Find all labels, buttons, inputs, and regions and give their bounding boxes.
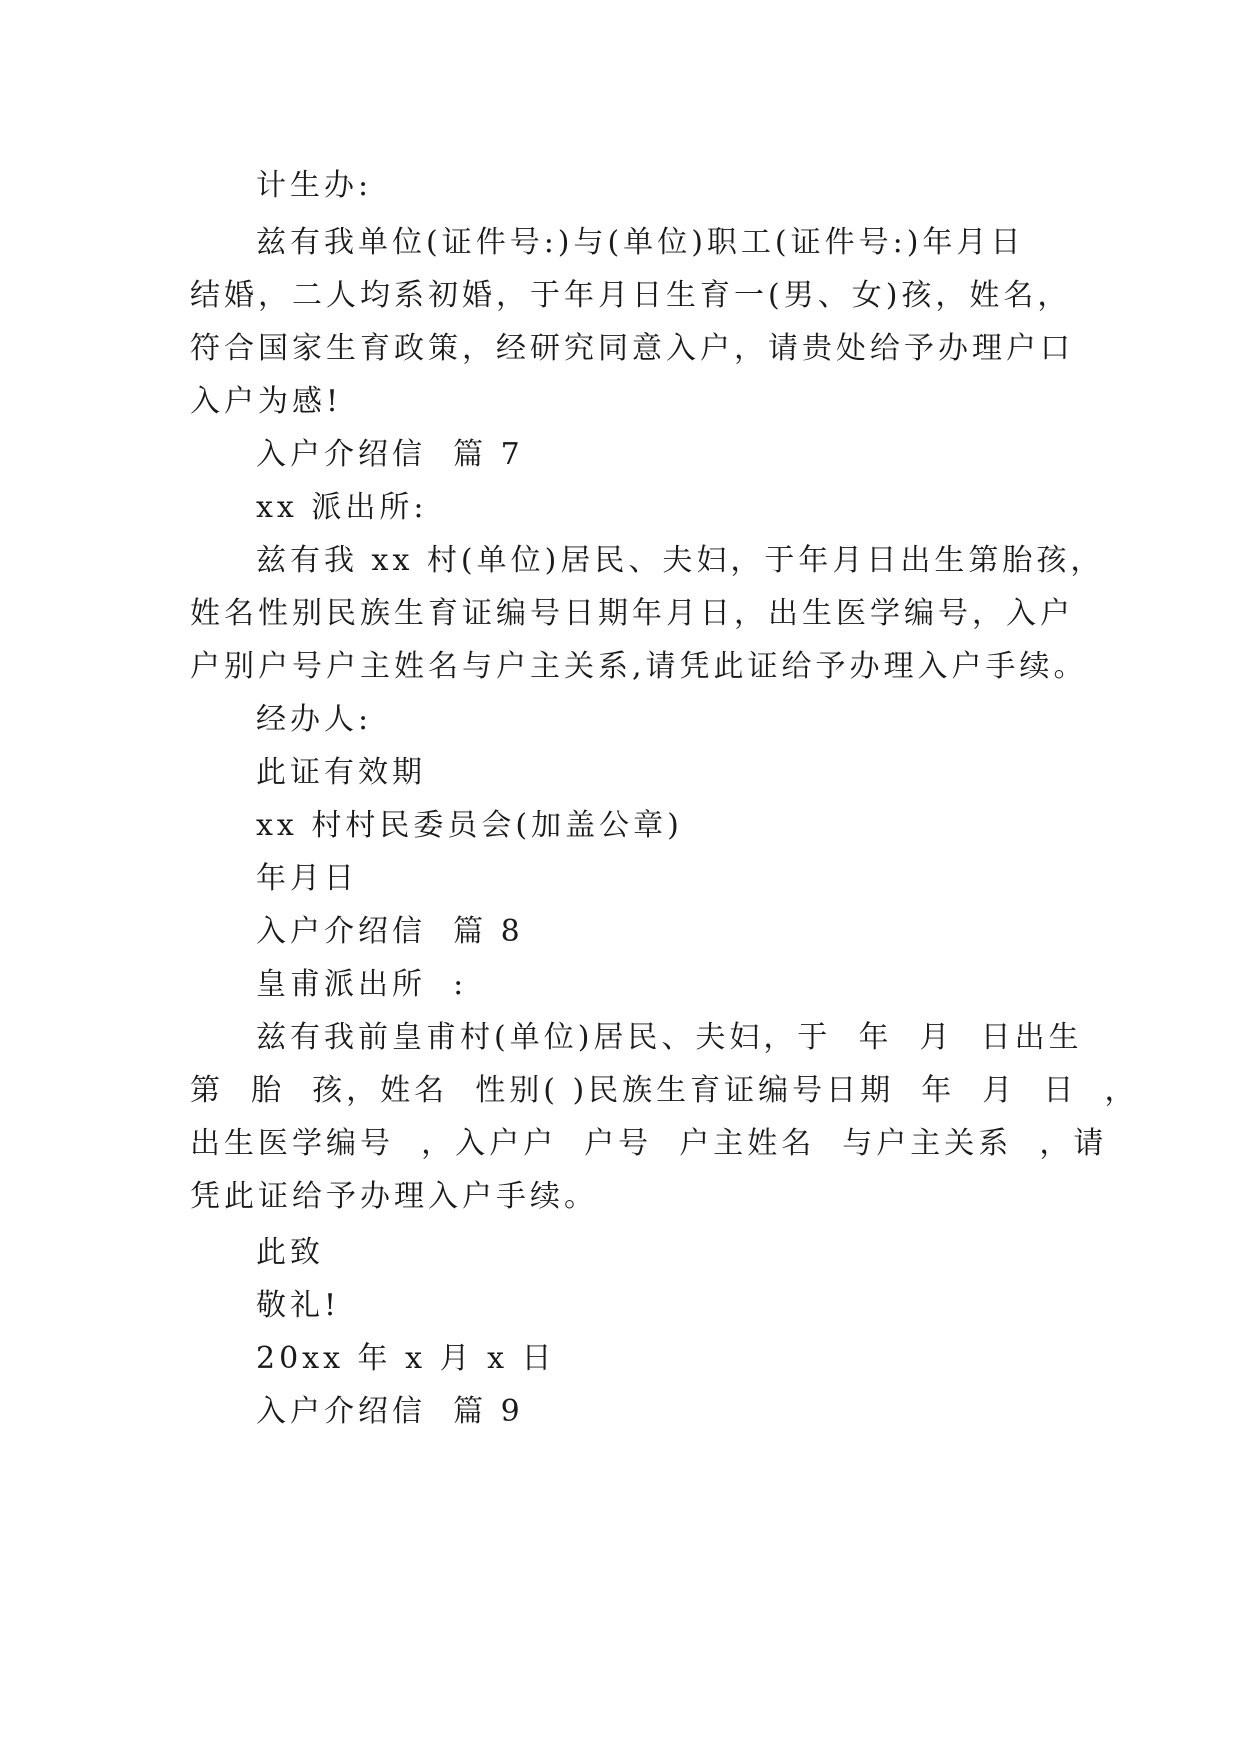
closing-line: 此致 [256,1235,324,1270]
closing-regards: 敬礼! [256,1288,341,1323]
date-line: 20xx 年 x 月 x 日 [256,1341,556,1376]
body-line: 户别户号户主姓名与户主关系,请凭此证给予办理入户手续。 [190,649,1088,684]
body-line: 入户为感! [190,384,343,419]
body-line: 兹有我单位(证件号:)与(单位)职工(证件号:)年月日 [256,225,1025,260]
section-heading-8: 入户介绍信 篇 8 [256,914,524,949]
issuer-line: xx 村村民委员会(加盖公章) [256,808,683,843]
body-line: 第 胎 孩，姓名 性别( )民族生育证编号日期 年 月 日 ， [190,1073,1139,1108]
date-line: 年月日 [256,861,358,896]
section-heading-7: 入户介绍信 篇 7 [256,437,524,472]
salutation-police-station: xx 派出所: [256,490,428,525]
body-line: 兹有我 xx 村(单位)居民、夫妇，于年月日出生第胎孩， [256,543,1105,578]
body-line: 出生医学编号 ，入户户 户号 户主姓名 与户主关系 ，请 [190,1126,1108,1161]
body-line: 兹有我前皇甫村(单位)居民、夫妇，于 年 月 日出生 [256,1020,1083,1055]
salutation-huangfu-police-station: 皇甫派出所 : [256,967,468,1002]
handler-label: 经办人: [256,702,373,737]
body-line: 姓名性别民族生育证编号日期年月日，出生医学编号，入户 [190,596,1074,631]
salutation-family-planning-office: 计生办: [256,168,373,203]
body-line: 符合国家生育政策，经研究同意入户，请贵处给予办理户口 [190,331,1074,366]
validity-label: 此证有效期 [256,755,426,790]
body-line: 结婚，二人均系初婚，于年月日生育一(男、女)孩，姓名， [190,278,1072,313]
section-heading-9: 入户介绍信 篇 9 [256,1394,524,1429]
body-line: 凭此证给予办理入户手续。 [190,1179,598,1214]
